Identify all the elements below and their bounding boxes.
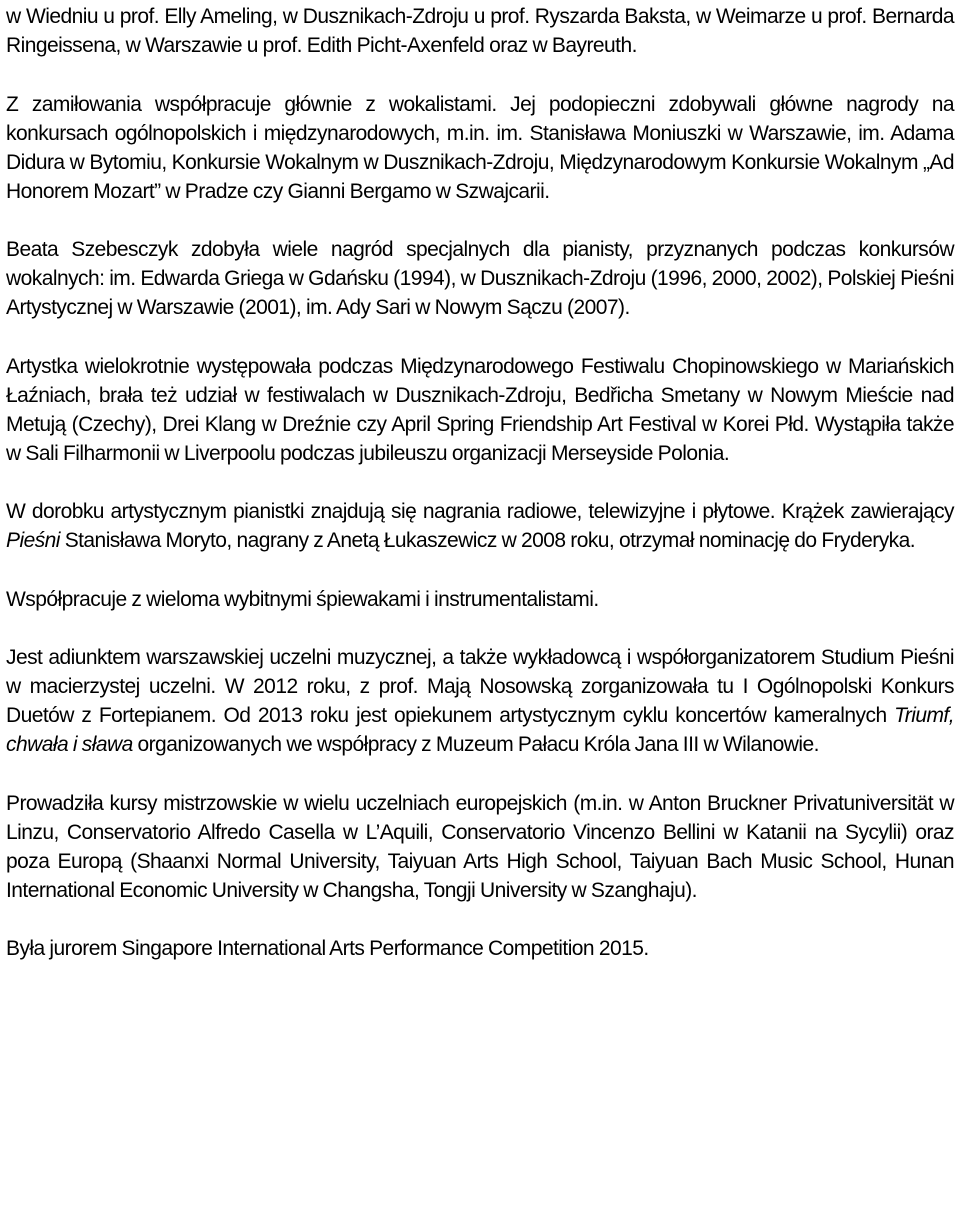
paragraph-3 xyxy=(6,235,954,322)
paragraph-text: W dorobku artystycznym pianistki znajdują się nagrania radiowe, telewizyjne i płytowe. Krążek zawierający xyxy=(6,500,954,523)
paragraph-8 xyxy=(6,789,954,905)
paragraph-text: Beata Szebesczyk zdobyła wiele nagród specjalnych dla pianisty, przyznanych podczas konkursów wokalnych: im. Edwarda Griega w Gdańsku (1994), w Dusznikach-Zdroju (1996, 2000, 2002), Polskiej Pieśni Artystycznej w Warszawie (2001), im. Ady Sari w Nowym Sączu (2007). xyxy=(6,238,954,319)
paragraph-text: Była jurorem Singapore International Arts Performance Competition 2015. xyxy=(6,937,649,960)
paragraph-2 xyxy=(6,90,954,206)
paragraph-text: organizowanych we współpracy z Muzeum Pałacu Króla Jana III w Wilanowie. xyxy=(132,733,819,756)
paragraph-text: Z zamiłowania współpracuje głównie z wokalistami. Jej podopieczni zdobywali główne nagrody na konkursach ogólnopolskich i międzynarodowych, m.in. im. Stanisława Moniuszki w Warszawie, im. Adama Didura w Bytomiu, Konkursie Wokalnym w Dusznikach-Zdroju, Międzynarodowym Konkursie Wokalnym „Ad Honorem Mozart” w Pradze czy Gianni Bergamo w Szwajcarii. xyxy=(6,92,954,203)
italic-title: Triumf, chwała i sława xyxy=(6,704,954,756)
paragraph-1 xyxy=(6,2,954,60)
paragraph-text: Artystka wielokrotnie występowała podczas Międzynarodowego Festiwalu Chopinowskiego w Mariańskich Łaźniach, brała też udział w festiwalach w Dusznikach-Zdroju, Bedřicha Smetany w Nowym Mieście nad Metują (Czechy), Drei Klang w Dreźnie czy April Spring Friendship Art Festival w Korei Płd. Wystąpiła także w Sali Filharmonii w Liverpoolu podczas jubileuszu organizacji Merseyside Polonia. xyxy=(6,354,954,465)
paragraph-9 xyxy=(6,934,954,963)
paragraph-5 xyxy=(6,497,954,555)
paragraph-text: Współpracuje z wieloma wybitnymi śpiewakami i instrumentalistami. xyxy=(6,587,599,611)
italic-title: Pieśni xyxy=(6,529,60,552)
paragraph-text: Stanisława Moryto, nagrany z Anetą Łukaszewicz w 2008 roku, otrzymał nominację do Fryderyka. xyxy=(59,529,916,552)
paragraph-text: w Wiedniu u prof. Elly Ameling, w Dusznikach-Zdroju u prof. Ryszarda Baksta, w Weimarze u prof. Bernarda Ringeissena, w Warszawie u prof. Edith Picht-Axenfeld oraz w Bayreuth. xyxy=(6,5,954,57)
paragraph-6 xyxy=(6,585,954,614)
paragraph-text: Prowadziła kursy mistrzowskie w wielu uczelniach europejskich (m.in. w Anton Bruckner Privatuniversität w Linzu, Conservatorio Alfredo Casella w L’Aquili, Conservatorio Vincenzo Bellini w Katanii na Sycylii) oraz poza Europą (Shaanxi Normal University, Taiyuan Arts High School, Taiyuan Bach Music School, Hunan International Economic University w Changsha, Tongji University w Szanghaju). xyxy=(6,791,954,902)
paragraph-text: Jest adiunktem warszawskiej uczelni muzycznej, a także wykładowcą i współorganizatorem Studium Pieśni w macierzystej uczelni. W 2012 roku, z prof. Mają Nosowską zorganizowała tu I Ogólnopolski Konkurs Duetów z Fortepianem. Od 2013 roku jest opiekunem artystycznym cyklu koncertów kameralnych xyxy=(6,646,954,727)
paragraph-7 xyxy=(6,643,954,759)
paragraph-4 xyxy=(6,352,954,468)
document-page xyxy=(6,0,954,993)
